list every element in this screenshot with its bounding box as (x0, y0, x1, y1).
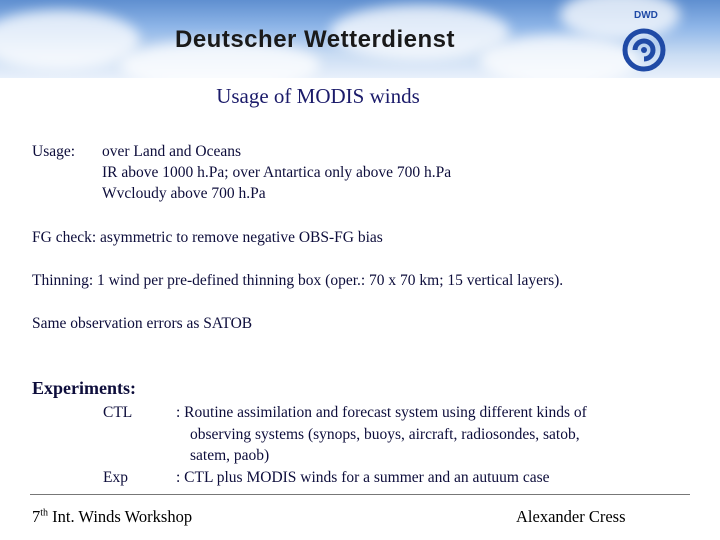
fg-check-text: FG check: asymmetric to remove negative OBS-FG bias (32, 229, 383, 246)
ctl-desc-line-3: satem, paob) (190, 447, 270, 464)
thinning-text: Thinning: 1 wind per pre-defined thinning box (oper.: 70 x 70 km; 15 vertical layers). (32, 272, 564, 289)
header-banner (0, 0, 720, 78)
ctl-desc-line-1: : Routine assimilation and forecast system using different kinds of (176, 404, 587, 421)
slide-title: Usage of MODIS winds (216, 84, 420, 108)
obs-errors-text: Same observation errors as SATOB (32, 315, 253, 332)
usage-line-3: Wvcloudy above 700 h.Pa (102, 185, 266, 202)
footer-workshop (32, 507, 192, 527)
dwd-logo (612, 8, 674, 74)
ctl-label: CTL (103, 404, 133, 421)
usage-label: Usage: (32, 143, 76, 160)
exp-label: Exp (103, 469, 128, 486)
ctl-desc-line-2: observing systems (synops, buoys, aircraft, radiosondes, satob, (190, 426, 580, 443)
footer-author: Alexander Cress (516, 507, 626, 526)
usage-line-1: over Land and Oceans (102, 143, 242, 160)
dwd-spiral-icon (612, 8, 674, 74)
footer-divider (30, 494, 690, 495)
logo-text: DWD (634, 10, 658, 21)
brand-title: Deutscher Wetterdienst (175, 26, 455, 53)
workshop-number: 7 (32, 507, 41, 526)
workshop-name: Int. Winds Workshop (48, 507, 193, 526)
workshop-ordinal: th (40, 507, 49, 519)
exp-desc: : CTL plus MODIS winds for a summer and an autuum case (176, 469, 550, 486)
usage-line-2: IR above 1000 h.Pa; over Antartica only above 700 h.Pa (102, 164, 452, 181)
experiments-heading: Experiments: (32, 378, 136, 398)
